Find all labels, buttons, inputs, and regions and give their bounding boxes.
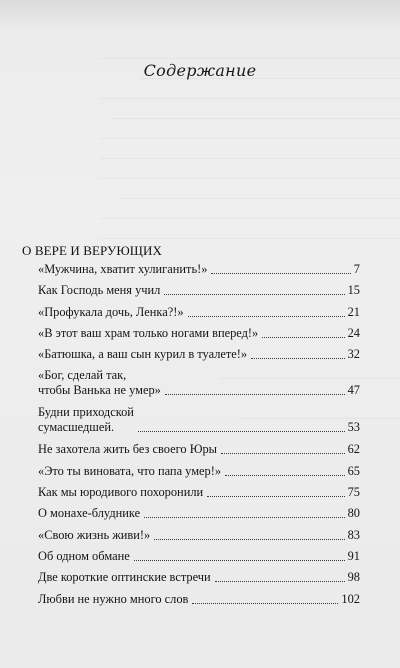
toc-entry[interactable] [38,464,360,479]
toc-entry-title [38,570,211,585]
dot-leader [164,294,344,295]
toc-entry[interactable] [38,347,360,362]
toc-entry-title-line: сумасшедшей. [38,420,115,435]
dot-leader [211,273,350,274]
toc-entry-title [38,592,188,607]
toc-entry-page-number: 98 [347,570,360,585]
toc-entry-title-line: чтобы Ванька не умер» [38,383,161,398]
dot-leader [138,431,345,432]
toc-entry-title-line: «Мужчина, хватит хулиганить!» [38,262,208,276]
toc-entry-page-number: 62 [347,442,360,457]
dot-leader [221,453,345,454]
toc-entry[interactable] [38,549,360,564]
toc-entry-page-number: 91 [347,548,360,563]
toc-entry[interactable] [38,528,360,543]
dot-leader [188,316,345,317]
dot-leader [154,539,344,540]
toc-entry-title [38,326,258,341]
dot-leader [225,475,345,476]
toc-entry-title [38,405,134,435]
toc-entry[interactable] [38,485,360,500]
toc-entry[interactable] [38,326,360,341]
dot-leader [215,581,345,582]
toc-entry[interactable] [38,506,360,521]
dot-leader [251,358,345,359]
toc-entry-title-line: Как Господь меня учил [38,283,161,298]
toc-entry-title-line: Две короткие оптинские встречи [38,570,211,585]
toc-entry-title-line: Об одном обмане [38,548,130,563]
toc-entry[interactable] [38,592,360,607]
toc-entry-title-line: Будни приходской [38,405,134,420]
toc-entry-page-number: 75 [347,485,360,500]
toc-entry-title-line: Как мы юродивого похоронили [38,485,204,500]
toc-entry-title [38,549,130,564]
table-of-contents [38,262,360,613]
toc-entry-page-number: 65 [347,463,360,478]
toc-entry-page-number: 32 [347,347,360,362]
toc-entry[interactable] [38,442,360,457]
toc-entry-title-line: «Это ты виновата, что папа умер!» [38,463,222,478]
toc-entry-page-number: 53 [347,420,360,435]
toc-entry[interactable] [38,262,360,277]
section-heading: О ВЕРЕ И ВЕРУЮЩИХ [22,243,162,258]
toc-entry-title [38,347,247,362]
toc-entry-page-number: 83 [347,527,360,542]
toc-entry-page-number: 102 [341,591,360,606]
toc-entry[interactable] [38,283,360,298]
toc-entry-title-line: «Профукала дочь, Ленка?!» [38,304,184,319]
toc-entry-title [38,262,207,277]
toc-entry[interactable] [38,405,360,435]
toc-entry-title [38,305,184,320]
toc-entry-page-number: 80 [347,506,360,521]
toc-entry-title [38,283,160,298]
toc-entry-title [38,528,150,543]
toc-entry-title-line: Не захотела жить без своего Юры [38,442,217,457]
toc-entry-title [38,368,161,398]
dot-leader [262,337,344,338]
toc-entry-title-line: «Батюшка, а ваш сын курил в туалете!» [38,347,248,362]
dot-leader [134,560,345,561]
toc-entry-page-number: 7 [353,262,360,276]
toc-entry-title-line: «Бог, сделай так, [38,368,127,383]
toc-entry-page-number: 15 [347,283,360,298]
toc-entry-title-line: «Свою жизнь живи!» [38,527,151,542]
toc-entry-title [38,506,140,521]
toc-entry-page-number: 24 [347,325,360,340]
dot-leader [144,517,345,518]
toc-entry-title [38,485,203,500]
toc-entry-title [38,442,217,457]
toc-entry[interactable] [38,305,360,320]
toc-entry[interactable] [38,368,360,398]
dot-leader [165,394,345,395]
toc-entry-title-line: Любви не нужно много слов [38,591,189,606]
toc-entry-title [38,464,221,479]
contents-title: Содержание [143,61,257,80]
dot-leader [192,603,338,604]
toc-entry-page-number: 47 [347,383,360,398]
toc-entry-page-number: 21 [347,304,360,319]
toc-entry[interactable] [38,570,360,585]
toc-entry-title-line: «В этот ваш храм только ногами вперед!» [38,325,259,340]
toc-entry-title-line: О монахе-блуднике [38,506,141,521]
dot-leader [207,496,344,497]
